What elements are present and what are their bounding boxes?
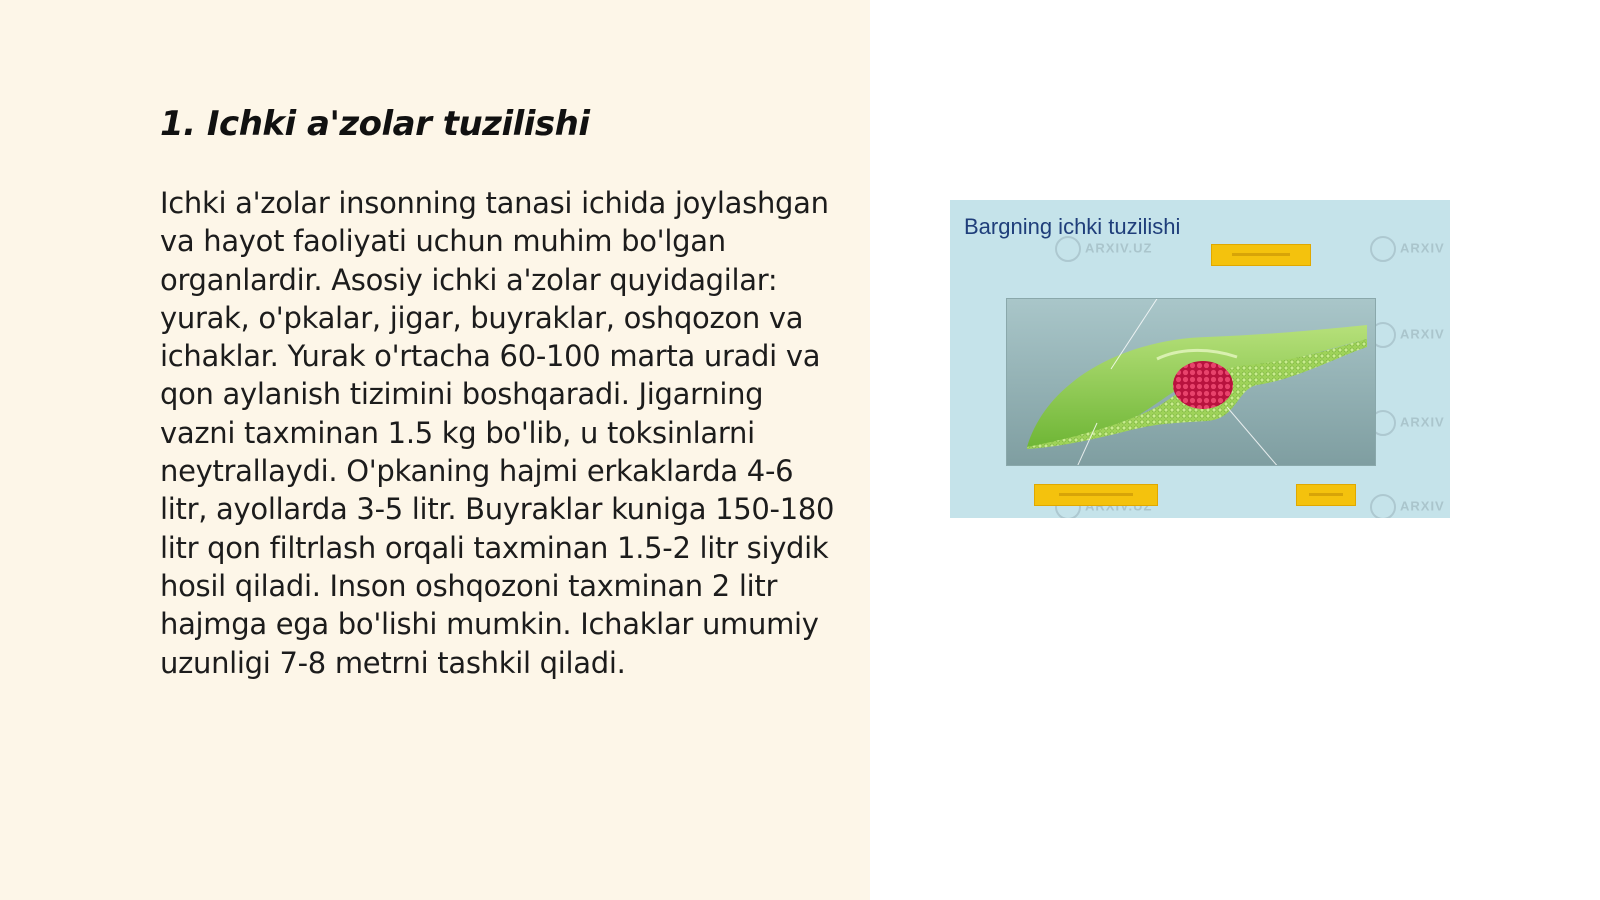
watermark: ARXIV <box>1370 410 1445 436</box>
leaf-structure-figure <box>950 200 1450 518</box>
watermark: ARXIV.UZ <box>1055 236 1152 262</box>
watermark: ARXIV <box>1370 322 1445 348</box>
label-tag <box>1296 484 1356 506</box>
leaf-illustration <box>1007 299 1375 465</box>
figure-title: Bargning ichki tuzilishi <box>964 214 1181 239</box>
label-tag <box>1034 484 1158 506</box>
label-tag <box>1211 244 1311 266</box>
watermark: ARXIV <box>1370 236 1445 262</box>
slide-title: 1. Ichki a'zolar tuzilishi <box>160 104 590 144</box>
slide-body-text: Ichki a'zolar insonning tanasi ichida joylashgan va hayot faoliyati uchun muhim bo'lgan organlardir. Asosiy ichki a'zolar quyidagilar: yurak, o'pkalar, jigar, buyraklar, oshqozon va ichaklar. Yurak o'rtacha 60-100 marta uradi va qon aylanish tizimini boshqaradi. Jigarning vazni taxminan 1.5 kg bo'lib, u toksinlarni neytrallaydi. O'pkaning hajmi erkaklarda 4-6 litr, ayollarda 3-5 litr. Buyraklar kuniga 150-180 litr qon filtrlash orqali taxminan 1.5-2 litr siydik hosil qiladi. Inson oshqozoni taxminan 2 litr hajmga ega bo'lishi mumkin. Ichaklar umumiy uzunligi 7-8 metrni tashkil qiladi. <box>160 186 835 680</box>
watermark: ARXIV <box>1370 494 1445 518</box>
leaf-cross-section-image <box>1006 298 1376 466</box>
